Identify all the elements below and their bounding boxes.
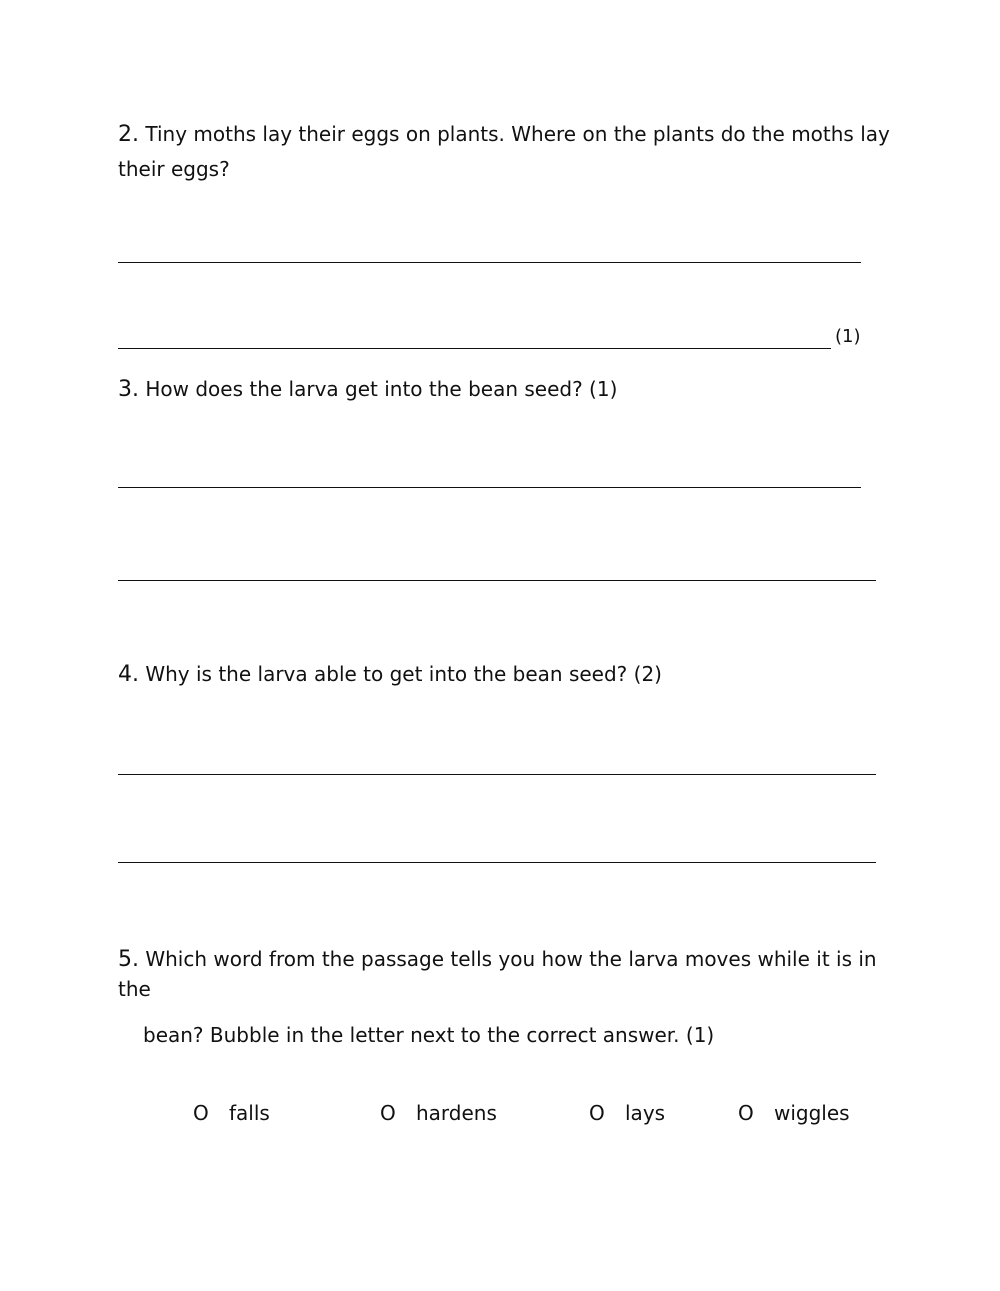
- bubble-icon[interactable]: O: [380, 1101, 396, 1125]
- question-2-line-2: their eggs?: [118, 157, 230, 181]
- option-label: lays: [625, 1101, 666, 1125]
- bubble-icon[interactable]: O: [193, 1101, 209, 1125]
- question-5-line-2: the: [118, 977, 151, 1001]
- question-3-text: How does the larva get into the bean seed? (1): [145, 377, 618, 401]
- answer-line-q2-1[interactable]: [118, 262, 861, 263]
- question-4: [118, 657, 662, 692]
- answer-line-q3-1[interactable]: [118, 487, 861, 488]
- question-2-number: 2.: [118, 122, 139, 147]
- answer-line-q3-2[interactable]: [118, 580, 876, 581]
- option-label: hardens: [416, 1101, 497, 1125]
- question-4-text: Why is the larva able to get into the bean seed? (2): [145, 662, 662, 686]
- option-lays[interactable]: [589, 1101, 665, 1125]
- option-label: wiggles: [774, 1101, 850, 1125]
- bubble-icon[interactable]: O: [738, 1101, 754, 1125]
- question-5-line-3: bean? Bubble in the letter next to the correct answer. (1): [143, 1023, 715, 1047]
- option-label: falls: [229, 1101, 270, 1125]
- question-5-line-1: [118, 942, 877, 977]
- bubble-icon[interactable]: O: [589, 1101, 605, 1125]
- question-4-number: 4.: [118, 662, 139, 687]
- question-5-number: 5.: [118, 947, 139, 972]
- answer-line-q2-2[interactable]: [118, 348, 831, 349]
- option-falls[interactable]: [193, 1101, 270, 1125]
- question-3: [118, 372, 617, 407]
- answer-line-q4-2[interactable]: [118, 862, 876, 863]
- question-5-text: Which word from the passage tells you how the larva moves while it is in: [145, 947, 877, 971]
- question-2-line-1: [118, 117, 890, 152]
- answer-line-q4-1[interactable]: [118, 774, 876, 775]
- option-hardens[interactable]: [380, 1101, 497, 1125]
- question-2-marks: (1): [835, 326, 861, 347]
- question-3-number: 3.: [118, 377, 139, 402]
- option-wiggles[interactable]: [738, 1101, 850, 1125]
- question-2-text: Tiny moths lay their eggs on plants. Where on the plants do the moths lay: [145, 122, 890, 146]
